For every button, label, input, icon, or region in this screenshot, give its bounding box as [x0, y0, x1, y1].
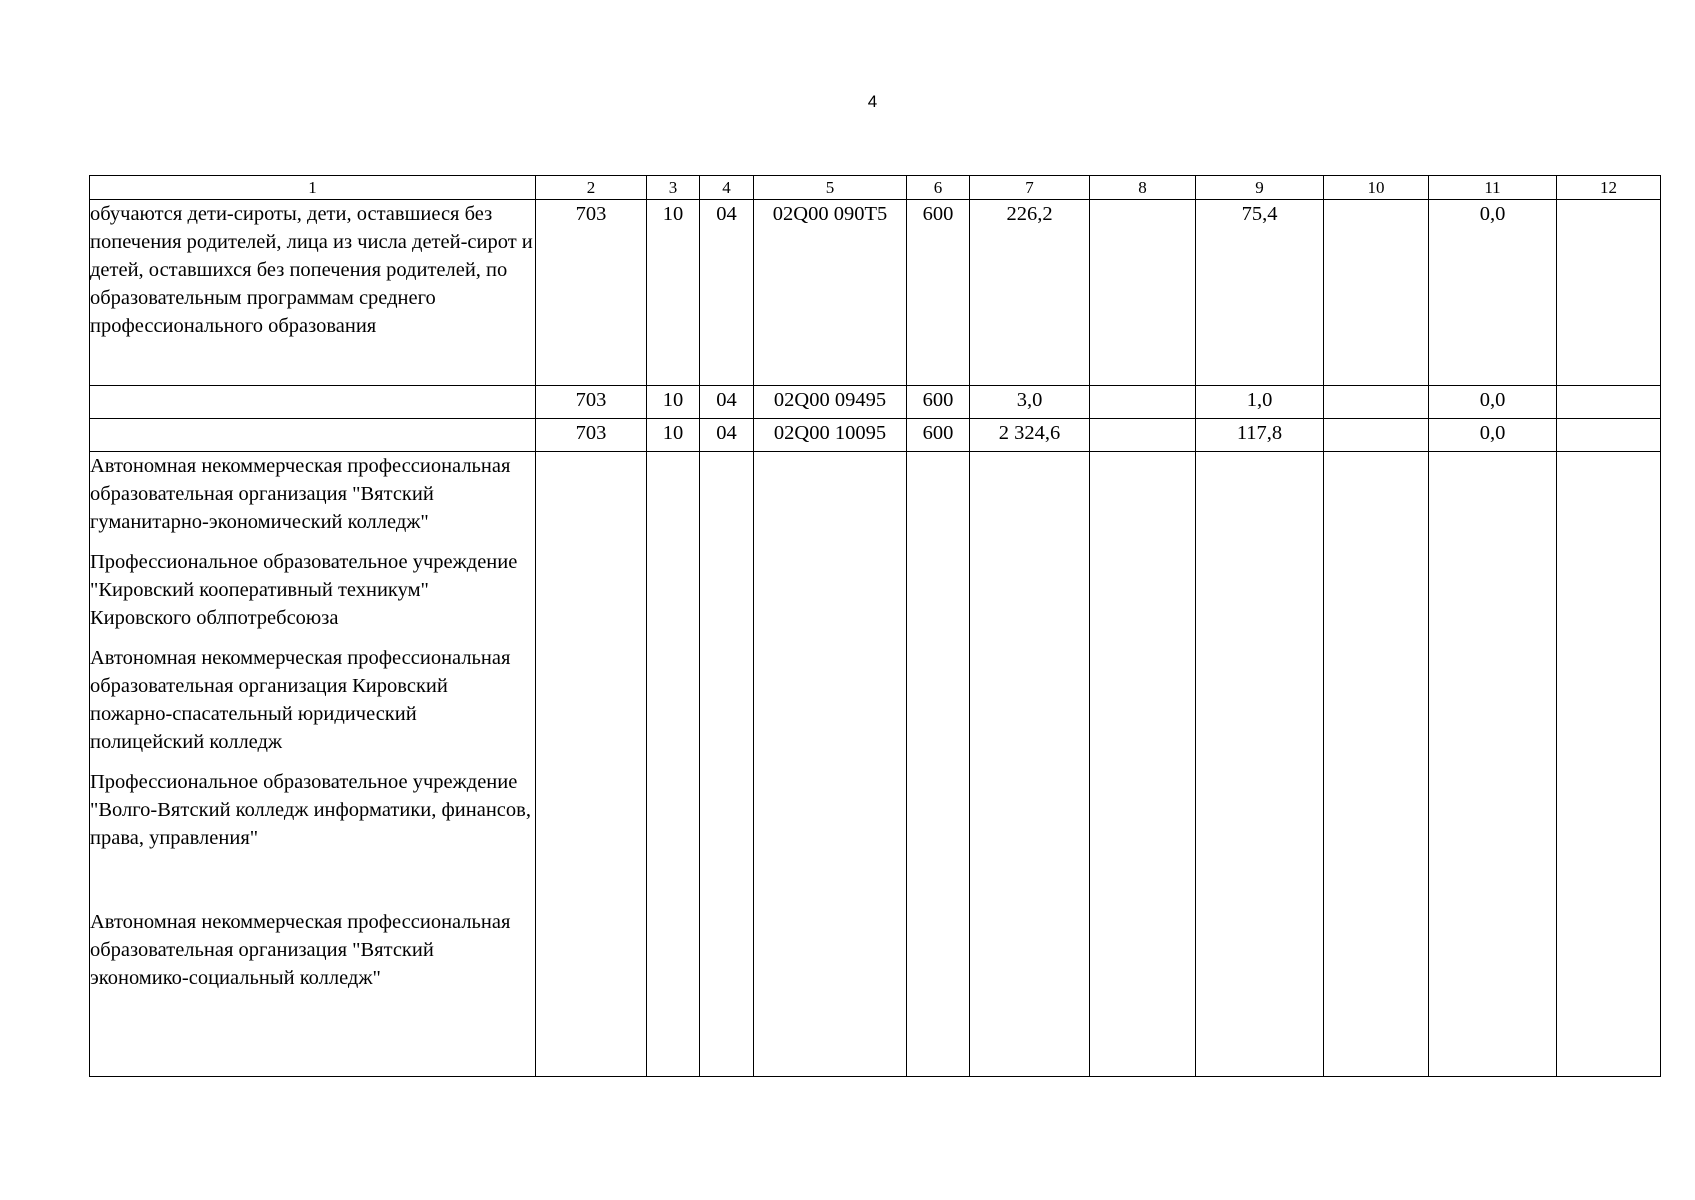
row-description [90, 419, 536, 452]
cell-col12 [1557, 386, 1661, 419]
column-header-1: 1 [90, 176, 536, 200]
cell-col7: 2 324,6 [970, 419, 1090, 452]
empty-cell [536, 452, 647, 1077]
cell-col7: 226,2 [970, 200, 1090, 386]
table-row [90, 452, 1661, 1077]
column-header-6: 6 [907, 176, 970, 200]
table-row [90, 386, 1661, 419]
table-row [90, 200, 1661, 386]
column-header-8: 8 [1090, 176, 1196, 200]
row-description [90, 386, 536, 419]
cell-col12 [1557, 419, 1661, 452]
cell-col2: 703 [536, 386, 647, 419]
cell-col2: 703 [536, 419, 647, 452]
column-header-11: 11 [1429, 176, 1557, 200]
organization-name: Профессиональное образовательное учреждение "Волго-Вятский колледж информатики, финансов, права, управления" [90, 771, 531, 849]
organization-list-cell [90, 452, 536, 1077]
cell-col11: 0,0 [1429, 419, 1557, 452]
organization-name: Профессиональное образовательное учреждение "Кировский кооперативный техникум" Кировского облпотребсоюза [90, 551, 518, 629]
empty-cell [647, 452, 700, 1077]
cell-col10 [1324, 419, 1429, 452]
organization-name: Автономная некоммерческая профессиональная образовательная организация "Вятский экономико-социальный колледж" [90, 911, 511, 989]
budget-table [89, 175, 1661, 1077]
cell-col5: 02Q00 09495 [754, 386, 907, 419]
budget-table-container [89, 175, 1660, 1077]
cell-col4: 04 [700, 200, 754, 386]
cell-col7: 3,0 [970, 386, 1090, 419]
empty-cell [970, 452, 1090, 1077]
cell-col3: 10 [647, 200, 700, 386]
empty-cell [754, 452, 907, 1077]
cell-col6: 600 [907, 200, 970, 386]
cell-col6: 600 [907, 419, 970, 452]
cell-col5: 02Q00 10095 [754, 419, 907, 452]
column-header-7: 7 [970, 176, 1090, 200]
empty-cell [907, 452, 970, 1077]
organization-name: Автономная некоммерческая профессиональная образовательная организация Кировский пожарно-спасательный юридический полицейский колледж [90, 647, 511, 753]
cell-col8 [1090, 200, 1196, 386]
cell-col8 [1090, 386, 1196, 419]
cell-col3: 10 [647, 386, 700, 419]
column-number-header-row [90, 176, 1661, 200]
cell-col9: 1,0 [1196, 386, 1324, 419]
column-header-10: 10 [1324, 176, 1429, 200]
column-header-12: 12 [1557, 176, 1661, 200]
column-header-5: 5 [754, 176, 907, 200]
empty-cell [700, 452, 754, 1077]
cell-col11: 0,0 [1429, 386, 1557, 419]
empty-cell [1196, 452, 1324, 1077]
column-header-4: 4 [700, 176, 754, 200]
row-description: обучаются дети-сироты, дети, оставшиеся без попечения родителей, лица из числа детей-сирот и детей, оставшихся без попечения родителей, по образовательным программам среднего профессионального образования [90, 200, 536, 386]
cell-col2: 703 [536, 200, 647, 386]
cell-col9: 75,4 [1196, 200, 1324, 386]
cell-col10 [1324, 200, 1429, 386]
cell-col11: 0,0 [1429, 200, 1557, 386]
page-number: 4 [867, 92, 878, 111]
cell-col8 [1090, 419, 1196, 452]
table-row [90, 419, 1661, 452]
column-header-2: 2 [536, 176, 647, 200]
empty-cell [1324, 452, 1429, 1077]
empty-cell [1557, 452, 1661, 1077]
cell-col12 [1557, 200, 1661, 386]
organization-name: Автономная некоммерческая профессиональная образовательная организация "Вятский гуманитарно-экономический колледж" [90, 455, 511, 533]
column-header-9: 9 [1196, 176, 1324, 200]
empty-cell [1429, 452, 1557, 1077]
cell-col9: 117,8 [1196, 419, 1324, 452]
cell-col4: 04 [700, 386, 754, 419]
cell-col6: 600 [907, 386, 970, 419]
column-header-3: 3 [647, 176, 700, 200]
cell-col3: 10 [647, 419, 700, 452]
cell-col4: 04 [700, 419, 754, 452]
cell-col10 [1324, 386, 1429, 419]
empty-cell [1090, 452, 1196, 1077]
cell-col5: 02Q00 090Т5 [754, 200, 907, 386]
